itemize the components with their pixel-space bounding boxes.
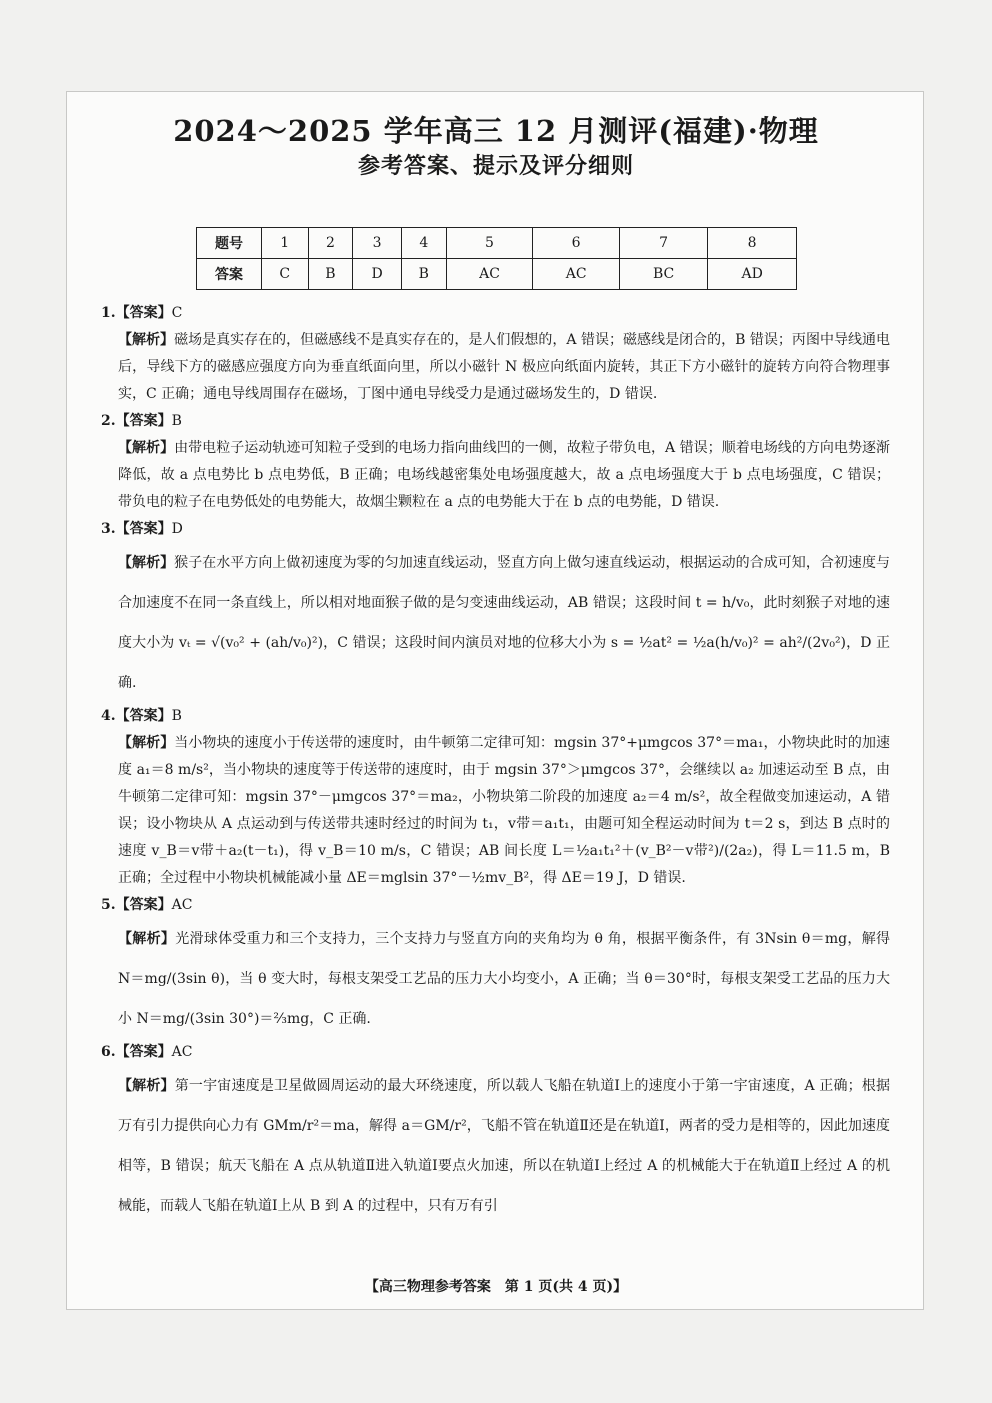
answer-cell: AD	[708, 259, 797, 290]
page-title: 2024～2025 学年高三 12 月测评(福建)·物理	[173, 114, 819, 148]
page-subtitle: 参考答案、提示及评分细则	[357, 153, 634, 179]
question-heading: 6.【答案】AC	[101, 1044, 193, 1060]
answer-table-number-row	[197, 228, 797, 259]
answer-cell: D	[353, 259, 402, 290]
question-block-2	[101, 408, 890, 516]
question-number: 5	[446, 228, 533, 259]
question-heading: 5.【答案】AC	[101, 897, 193, 913]
question-answer: D	[171, 521, 183, 537]
answer-cell: B	[308, 259, 353, 290]
question-number: 3	[353, 228, 402, 259]
explanation-text: 磁场是真实存在的，但磁感线不是真实存在的，是人们假想的，A 错误；磁感线是闭合的，B 错误；丙图中导线通电后，导线下方的磁感应强度方向为垂直纸面向里，所以小磁针 N 极应向纸面内旋转，其正下方小磁针的旋转方向符合物理事实，C 正确；通电导线周围存在磁场，丁图中通电导线受力是通过磁场发生的，D 错误.	[118, 332, 891, 402]
question-number: 2	[308, 228, 353, 259]
explanation: 【解析】磁场是真实存在的，但磁感线不是真实存在的，是人们假想的，A 错误；磁感线是闭合的，B 错误；丙图中导线通电后，导线下方的磁感应强度方向为垂直纸面向里，所以小磁针 N 极应向纸面内旋转，其正下方小磁针的旋转方向符合物理事实，C 正确；通电导线周围存在磁场，丁图中通电导线受力是通过磁场发生的，D 错误.	[118, 332, 891, 402]
answer-cell: AC	[533, 259, 620, 290]
question-answer: AC	[171, 1044, 193, 1060]
explanation-text: 猴子在水平方向上做初速度为零的匀加速直线运动，竖直方向上做匀速直线运动，根据运动的合成可知，合初速度与合加速度不在同一条直线上，所以相对地面猴子做的是匀变速曲线运动，AB 错误；这段时间 t = h/v₀，此时刻猴子对地的速度大小为 vₜ = √(v₀² + (ah/v₀)²)，C 错误；这段时间内演员对地的位移大小为 s = ½at² = ½a(h/v₀)² = ah²/(2v₀²)，D 正确.	[118, 555, 891, 691]
answer-row-label: 答案	[197, 259, 262, 290]
question-answer: C	[171, 305, 183, 321]
question-number: 8	[708, 228, 797, 259]
question-block-5	[101, 892, 891, 1039]
explanation: 【解析】猴子在水平方向上做初速度为零的匀加速直线运动，竖直方向上做匀速直线运动，根据运动的合成可知，合初速度与合加速度不在同一条直线上，所以相对地面猴子做的是匀变速曲线运动，AB 错误；这段时间 t = h/v₀，此时刻猴子对地的速度大小为 vₜ = √(v₀² + (ah/v₀)²)，C 错误；这段时间内演员对地的位移大小为 s = ½at² = ½a(h/v₀)² = ah²/(2v₀²)，D 正确.	[118, 555, 891, 691]
question-number: 4	[401, 228, 446, 259]
question-heading: 2.【答案】B	[101, 413, 182, 429]
question-heading: 1.【答案】C	[101, 305, 183, 321]
question-answer: B	[171, 708, 182, 724]
question-answer: AC	[171, 897, 193, 913]
explanation-text: 光滑球体受重力和三个支持力，三个支持力与竖直方向的夹角均为 θ 角，根据平衡条件，有 3Nsin θ＝mg，解得 N＝mg/(3sin θ)，当 θ 变大时，每根支架受工艺品的压力大小均变小，A 正确；当 θ＝30°时，每根支架受工艺品的压力大小 N＝mg/(3sin 30°)＝⅔mg，C 正确.	[118, 931, 891, 1027]
solutions-body	[101, 300, 891, 1226]
answer-cell: C	[262, 259, 309, 290]
answer-table	[196, 227, 797, 290]
question-number: 6	[533, 228, 620, 259]
explanation-text: 由带电粒子运动轨迹可知粒子受到的电场力指向曲线凹的一侧，故粒子带负电，A 错误；顺着电场线的方向电势逐渐降低，故 a 点电势比 b 点电势低，B 正确；电场线越密集处电场强度越大，故 a 点电场强度大于 b 点电场强度，C 错误；带负电的粒子在电势低处的电势能大，故烟尘颗粒在 a 点的电势能大于在 b 点的电势能，D 错误.	[118, 440, 890, 510]
explanation-text: 第一宇宙速度是卫星做圆周运动的最大环绕速度，所以载人飞船在轨道Ⅰ上的速度小于第一宇宙速度，A 正确；根据万有引力提供向心力有 GMm/r²＝ma，解得 a＝GM/r²，飞船不管在轨道Ⅱ还是在轨道Ⅰ，两者的受力是相等的，因此加速度相等，B 错误；航天飞船在 A 点从轨道Ⅱ进入轨道Ⅰ要点火加速，所以在轨道Ⅰ上经过 A 的机械能大于在轨道Ⅱ上经过 A 的机械能，而载人飞船在轨道Ⅰ上从 B 到 A 的过程中，只有万有引	[118, 1078, 890, 1214]
question-block-3	[101, 516, 891, 703]
explanation: 【解析】当小物块的速度小于传送带的速度时，由牛顿第二定律可知：mgsin 37°+μmgcos 37°＝ma₁，小物块此时的加速度 a₁＝8 m/s²，当小物块的速度等于传送带的速度时，由于 mgsin 37°＞μmgcos 37°，会继续以 a₂ 加速运动至 B 点，由牛顿第二定律可知：mgsin 37°－μmgcos 37°＝ma₂，小物块第二阶段的加速度 a₂＝4 m/s²，故全程做变加速运动，A 错误；设小物块从 A 点运动到与传送带共速时经过的时间为 t₁，v带＝a₁t₁，由题可知全程运动时间为 t＝2 s，到达 B 点时的速度 v_B＝v带＋a₂(t－t₁)，得 v_B＝10 m/s，C 错误；AB 间长度 L＝½a₁t₁²＋(v_B²－v带²)/(2a₂)，得 L＝11.5 m，B 正确；全过程中小物块机械能减小量 ΔE＝mglsin 37°－½mv_B²，得 ΔE＝19 J，D 错误.	[118, 735, 891, 886]
question-block-1	[101, 300, 891, 408]
answer-cell: BC	[619, 259, 707, 290]
explanation: 【解析】第一宇宙速度是卫星做圆周运动的最大环绕速度，所以载人飞船在轨道Ⅰ上的速度小于第一宇宙速度，A 正确；根据万有引力提供向心力有 GMm/r²＝ma，解得 a＝GM/r²，飞船不管在轨道Ⅱ还是在轨道Ⅰ，两者的受力是相等的，因此加速度相等，B 错误；航天飞船在 A 点从轨道Ⅱ进入轨道Ⅰ要点火加速，所以在轨道Ⅰ上经过 A 的机械能大于在轨道Ⅱ上经过 A 的机械能，而载人飞船在轨道Ⅰ上从 B 到 A 的过程中，只有万有引	[118, 1078, 890, 1214]
question-number: 7	[619, 228, 707, 259]
question-block-4	[101, 703, 891, 892]
question-block-6	[101, 1039, 890, 1226]
question-heading: 3.【答案】D	[101, 521, 183, 537]
answer-table-answer-row	[197, 259, 797, 290]
question-answer: B	[171, 413, 182, 429]
answer-cell: AC	[446, 259, 533, 290]
question-heading: 4.【答案】B	[101, 708, 182, 724]
page-footer: 【高三物理参考答案 第 1 页(共 4 页)】	[364, 1279, 628, 1295]
number-row-label: 题号	[197, 228, 262, 259]
explanation: 【解析】由带电粒子运动轨迹可知粒子受到的电场力指向曲线凹的一侧，故粒子带负电，A 错误；顺着电场线的方向电势逐渐降低，故 a 点电势比 b 点电势低，B 正确；电场线越密集处电场强度越大，故 a 点电场强度大于 b 点电场强度，C 错误；带负电的粒子在电势低处的电势能大，故烟尘颗粒在 a 点的电势能大于在 b 点的电势能，D 错误.	[118, 440, 890, 510]
explanation-text: 当小物块的速度小于传送带的速度时，由牛顿第二定律可知：mgsin 37°+μmgcos 37°＝ma₁，小物块此时的加速度 a₁＝8 m/s²，当小物块的速度等于传送带的速度时，由于 mgsin 37°＞μmgcos 37°，会继续以 a₂ 加速运动至 B 点，由牛顿第二定律可知：mgsin 37°－μmgcos 37°＝ma₂，小物块第二阶段的加速度 a₂＝4 m/s²，故全程做变加速运动，A 错误；设小物块从 A 点运动到与传送带共速时经过的时间为 t₁，v带＝a₁t₁，由题可知全程运动时间为 t＝2 s，到达 B 点时的速度 v_B＝v带＋a₂(t－t₁)，得 v_B＝10 m/s，C 错误；AB 间长度 L＝½a₁t₁²＋(v_B²－v带²)/(2a₂)，得 L＝11.5 m，B 正确；全过程中小物块机械能减小量 ΔE＝mglsin 37°－½mv_B²，得 ΔE＝19 J，D 错误.	[118, 735, 891, 886]
explanation: 【解析】光滑球体受重力和三个支持力，三个支持力与竖直方向的夹角均为 θ 角，根据平衡条件，有 3Nsin θ＝mg，解得 N＝mg/(3sin θ)，当 θ 变大时，每根支架受工艺品的压力大小均变小，A 正确；当 θ＝30°时，每根支架受工艺品的压力大小 N＝mg/(3sin 30°)＝⅔mg，C 正确.	[118, 931, 891, 1027]
question-number: 1	[262, 228, 309, 259]
answer-cell: B	[401, 259, 446, 290]
